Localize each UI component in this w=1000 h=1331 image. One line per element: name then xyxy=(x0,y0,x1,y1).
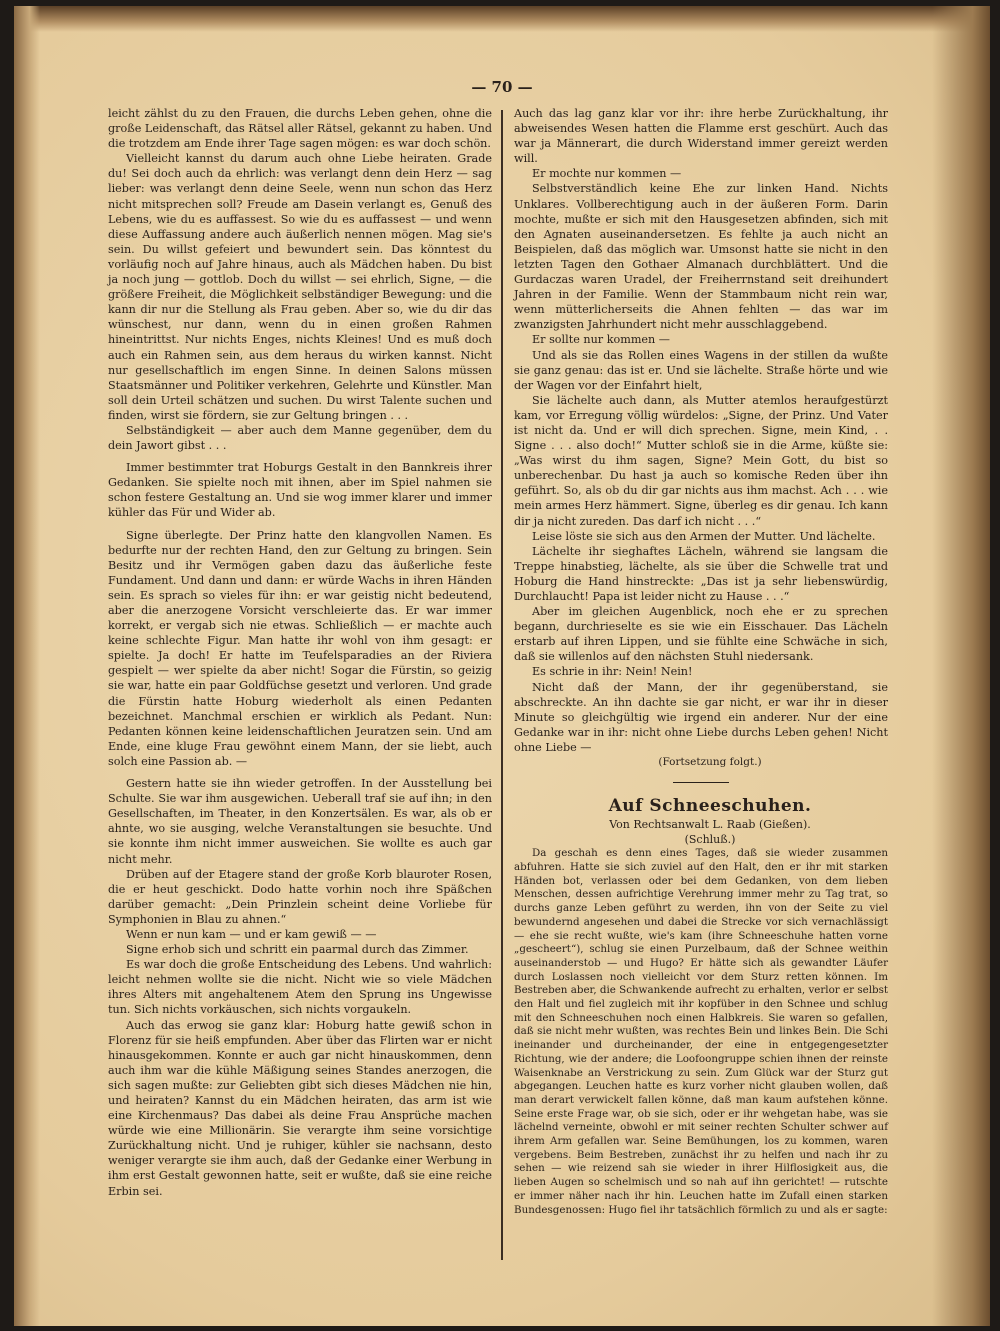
paragraph: leicht zählst du zu den Frauen, die durchs Leben gehen, ohne die große Leidenschaft, das Rätsel aller Rätsel, gekannt zu haben. Und die trotzdem am Ende ihrer Tage sagen mögen: es war doch schön. xyxy=(108,107,492,151)
paragraph: Aber im gleichen Augenblick, noch ehe er zu sprechen begann, durchrieselte es sie wie ein Eisschauer. Das Lächeln erstarb auf ihren Lippen, und sie fühlte eine Schwäche in sich, daß sie willenlos auf den nächsten Stuhl niedersank. xyxy=(514,605,888,664)
article-separator xyxy=(673,782,729,783)
paragraph: Sie lächelte auch dann, als Mutter atemlos heraufgestürzt kam, vor Erregung völlig würdelos: „Signe, der Prinz. Und Vater ist nicht da. Und er will dich sprechen. Signe, mein Kind, . . Signe . . . also doch!“ Mutter schloß sie in die Arme, küßte sie: „Was wirst du ihm sagen, Signe? Mein Gott, du bist so unberechenbar. Du hast ja auch so komische Reden über ihn geführt. So, als ob du dir gar nichts aus ihm machst. Ach . . . wie mein armes Herz hämmert. Signe, überleg es dir genau. Ich kann dir ja nicht zureden. Das darf ich nicht . . .“ xyxy=(514,393,888,528)
top-shadow xyxy=(14,6,990,32)
article-paragraph: Da geschah es denn eines Tages, daß sie wieder zusammen abfuhren. Hatte sie sich zuviel auf den Halt, den er ihr mit starken Händen bot, verlassen oder bei dem Gedanken, von dem lieben Menschen, dessen aufrichtige Verehrung immer mehr zu Tag trat, so durchs ganze Leben geführt zu werden, ihn von der Seite zu viel bewundernd angesehen und dabei die Strecke vor sich vernachlässigt — ehe sie recht wußte, wie's kam (ihre Schneeschuhe hatten vorne „gescheert“), schlug sie einen Purzelbaum, daß der Schnee weithin auseinanderstob — und Hugo? Er hätte sich als gewandter Läufer durch Loslassen noch vielleicht vor dem Sturz retten können. Im Bestreben aber, die Schwankende aufrecht zu erhalten, verlor er selbst den Halt und fiel zugleich mit ihr kopfüber in den Schnee und schlug mit den Schneeschuhen noch einen Halbkreis. Sie waren so gefallen, daß sie nicht mehr wußten, was rechtes Bein und linkes Bein. Die Schi ineinander und durcheinander, der eine in entgegengesetzter Richtung, wie der andere; die Loofoongruppe schien ihnen der reinste Waisenknabe an Verstrickung zu sein. Zum Glück war der Sturz gut abgegangen. Leuchen hatte es kurz vorher nicht glauben wollen, daß man derart verwickelt fallen könne, daß man kaum aufstehen könne. Seine erste Frage war, ob sie sich, oder er ihr wehgetan habe, was sie lächelnd verneinte, obwohl er mit seiner rechten Schulter schwer auf ihrem Arm gefallen war. Seine Bemühungen, los zu kommen, waren vergebens. Beim Bestreben, zunächst ihr zu helfen und nach ihr zu sehen — wie reizend sah sie wieder in ihrer Hilflosigkeit aus, die lieben Augen so schelmisch und so nah auf ihn gerichtet! — rutschte er immer näher nach ihr hin. Leuchen hatte im Zufall einen starken Bundesgenossen: Hugo fiel ihr tatsächlich förmlich zu und als er sagte: xyxy=(514,847,888,1216)
article-note: (Schluß.) xyxy=(684,833,736,847)
paragraph: Immer bestimmter trat Hoburgs Gestalt in den Bannkreis ihrer Gedanken. Sie spielte noch mit ihnen, aber im Spiel nahmen sie schon festere Gestaltung an. Und sie wog immer klarer und immer kühler das Für und Wider ab. xyxy=(108,461,492,520)
paragraph: Auch das lag ganz klar vor ihr: ihre herbe Zurückhaltung, ihr abweisendes Wesen hatten die Flamme erst geschürt. Auch das war ja Männerart, die durch Widerstand immer gereizt werden will. xyxy=(514,107,888,166)
paragraph: Auch das erwog sie ganz klar: Hoburg hatte gewiß schon in Florenz für sie heiß empfunden. Aber über das Flirten war er nicht hinausgekommen. Konnte er auch gar nicht hinauskommen, denn auch ihm war die kühle Mäßigung seines Standes anerzogen, die sich sagen mußte: zur Geliebten gibt sich dieses Mädchen nie hin, und heiraten? Kannst du ein Mädchen heiraten, das arm ist wie eine Kirchenmaus? Das dabei als deine Frau Ansprüche machen würde wie eine Millionärin. Sie verargte ihm seine vorsichtige Zurückhaltung nicht. Und je ruhiger, kühler sie nachsann, desto weniger verargte sie ihm auch, daß der Gedanke einer Werbung in ihm erst Gestalt gewonnen hatte, seit er wußte, daß sie eine reiche Erbin sei. xyxy=(108,1018,492,1198)
binding-shadow xyxy=(14,6,40,1326)
newspaper-page xyxy=(14,6,990,1326)
page-edge-shadow xyxy=(932,6,990,1326)
paragraph: Wenn er nun kam — und er kam gewiß — — xyxy=(126,927,377,941)
paragraph: Nicht daß der Mann, der ihr gegenüberstand, sie abschreckte. An ihn dachte sie gar nicht, er war ihr in dieser Minute so gleichgültig wie irgend ein anderer. Nur der eine Gedanke war in ihr: nicht ohne Liebe durchs Leben gehen! Nicht ohne Liebe — xyxy=(514,680,888,754)
paragraph: Es schrie in ihr: Nein! Nein! xyxy=(532,665,693,679)
left-column xyxy=(108,106,492,1199)
paragraph: Signe erhob sich und schritt ein paarmal durch das Zimmer. xyxy=(126,943,469,957)
paragraph: Selbständigkeit — aber auch dem Manne gegenüber, dem du dein Jawort gibst . . . xyxy=(108,423,492,453)
paragraph: Selbstverständlich keine Ehe zur linken Hand. Nichts Unklares. Vollberechtigung auch in der äußeren Form. Darin mochte, mußte er sich mit den Hausgesetzen abfinden, sich mit den Agnaten auseinandersetzen. Es fehlte ja auch nicht an Beispielen, daß das möglich war. Umsonst hatte sie nicht in den letzten Tagen den Gothaer Almanach durchblättert. Und die Gurdaczas waren Uradel, der Freiherrnstand seit dreihundert Jahren in der Familie. Wenn der Stammbaum nicht rein war, wenn mütterlicherseits die Ahnen fehlten — das war im zwanzigsten Jahrhundert nicht mehr ausschlaggebend. xyxy=(514,182,888,332)
paragraph: Drüben auf der Etagere stand der große Korb blauroter Rosen, die er heut geschickt. Dodo hatte vorhin noch ihre Späßchen darüber gemacht: „Dein Prinzlein scheint deine Vorliebe für Symphonien in Blau zu ahnen.“ xyxy=(108,867,492,926)
page-number: — 70 — xyxy=(471,78,533,96)
paragraph: Leise löste sie sich aus den Armen der Mutter. Und lächelte. xyxy=(532,529,876,543)
right-column xyxy=(514,106,888,1217)
paragraph: Er mochte nur kommen — xyxy=(532,167,682,181)
paragraph: Vielleicht kannst du darum auch ohne Liebe heiraten. Grade du! Sei doch auch da ehrlich: was verlangt denn dein Herz — sag lieber: was verlangt denn deine Seele, wenn nun schon das Herz nicht mitsprechen soll? Freude am Dasein verlangt es, Genuß des Lebens, wie du es auffassest. So wie du es auffassest — und wenn diese Auffassung andere auch äußerlich nennen mögen. Mag sie's sein. Du willst gefeiert und bewundert sein. Das könntest du vorläufig noch auf Jahre hinaus, auch als Mädchen haben. Du bist ja noch jung — gottlob. Doch du willst — sei ehrlich, Signe, — die größere Freiheit, die Möglichkeit selbständiger Bewegung: und die kann dir nur die Stellung als Frau geben. Aber so, wie du dir das wünschest, nur dann, wenn du in einen großen Rahmen hineintrittst. Nur nichts Enges, nichts Kleines! Und es muß doch auch ein Rahmen sein, aus dem heraus du wirken kannst. Nicht nur gesellschaftlich im engen Sinne. In deinen Salons müssen Staatsmänner und Politiker verkehren, Gelehrte und Künstler. Man soll dein Urteil schätzen und suchen. Du wirst Talente suchen und finden, wirst sie fördern, sie zur Geltung bringen . . . xyxy=(108,152,492,422)
paragraph: Signe überlegte. Der Prinz hatte den klangvollen Namen. Es bedurfte nur der rechten Hand, den zur Geltung zu bringen. Sein Besitz und ihr Vermögen gaben dazu das äußerliche feste Fundament. Und dann und dann: er würde Wachs in ihren Händen sein. Es sprach so vieles für ihn: er war geistig nicht bedeutend, aber die anerzogene Vorsicht verschleierte das. Er war immer korrekt, er vergab sich nie etwas. Schließlich — er machte auch keine schlechte Figur. Man hatte ihr wohl von ihm gesagt: er spielte. Ja doch! Er hatte im Teufelsparadies an der Riviera gespielt — wer spielte da aber nicht! Sogar die Fürstin, so geizig sie war, hatte ein paar Goldfüchse gesetzt und verloren. Und grade die Fürstin hatte Hoburg wiederholt als einen Pedanten bezeichnet. Manchmal erschien er wirklich als Pedant. Nun: Pedanten können keine leidenschaftlichen Jeuratzen sein. Und am Ende, eine kluge Frau gewöhnt einem Mann, der sie liebt, auch solch eine Passion ab. — xyxy=(108,528,492,768)
article-title: Auf Schneeschuhen. xyxy=(608,796,812,817)
paragraph: Und als sie das Rollen eines Wagens in der stillen da wußte sie ganz genau: das ist er. Und sie lächelte. Straße hörte und wie der Wagen vor der Einfahrt hielt, xyxy=(514,348,888,392)
paragraph: Gestern hatte sie ihn wieder getroffen. In der Ausstellung bei Schulte. Sie war ihm ausgewichen. Ueberall traf sie auf ihn; in den Gesellschaften, im Theater, in den Konzertsälen. Es war, als ob er ahnte, wo sie ausging, welche Veranstaltungen sie besuchte. Und sie konnte ihm nicht immer ausweichen. Sie wollte es auch gar nicht mehr. xyxy=(108,777,492,866)
paragraph: Es war doch die große Entscheidung des Lebens. Und wahrlich: leicht nehmen wollte sie die nicht. Nicht wie so viele Mädchen ihres Alters mit angehaltenem Atem den Sprung ins Ungewisse tun. Sich nichts vorkäuschen, sich nichts vorgaukeln. xyxy=(108,958,492,1017)
article-author: Von Rechtsanwalt L. Raab (Gießen). xyxy=(609,818,811,832)
column-rule xyxy=(501,110,503,1260)
paragraph: Lächelte ihr sieghaftes Lächeln, während sie langsam die Treppe hinabstieg, lächelte, als sie über die Schwelle trat und Hoburg die Hand hinstreckte: „Das ist ja sehr liebenswürdig, Durchlaucht! Papa ist leider nicht zu Hause . . .“ xyxy=(514,544,888,603)
paragraph: Er sollte nur kommen — xyxy=(532,333,670,347)
continuation-note: (Fortsetzung folgt.) xyxy=(658,756,762,769)
